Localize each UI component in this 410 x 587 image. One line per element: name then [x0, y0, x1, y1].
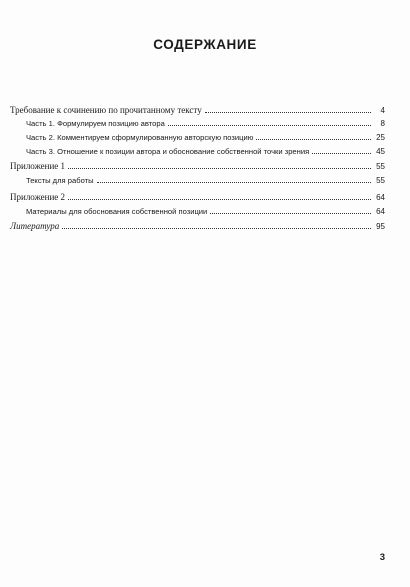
toc-entry-title: Материалы для обоснования собственной позиции [26, 207, 208, 216]
toc-entry[interactable] [26, 145, 385, 159]
toc-leader-dots [312, 153, 371, 154]
toc-entry[interactable] [10, 219, 385, 233]
toc-entry[interactable] [26, 205, 385, 219]
toc-leader-dots [62, 228, 371, 229]
page-number: 3 [379, 552, 385, 563]
toc-leader-dots [210, 213, 371, 214]
toc-entry-page: 25 [376, 133, 385, 142]
toc-leader-dots [68, 199, 371, 200]
page-title: СОДЕРЖАНИЕ [153, 37, 257, 52]
toc-entry-page: 64 [376, 193, 385, 202]
toc-entry-page: 55 [376, 162, 385, 171]
toc-leader-dots [97, 182, 371, 183]
toc-entry[interactable] [10, 159, 385, 173]
toc-entry-page: 4 [380, 106, 385, 115]
toc-entry-page: 95 [376, 222, 385, 231]
toc-entry-title: Требование к сочинению по прочитанному тексту [10, 105, 202, 115]
toc-entry-page: 8 [380, 119, 385, 128]
toc-entry[interactable] [26, 174, 385, 188]
toc-entry[interactable] [10, 190, 385, 204]
toc-entry-title: Часть 1. Формулируем позицию автора [26, 119, 165, 128]
toc-entry[interactable] [26, 117, 385, 131]
toc-entry-title: Приложение 1 [10, 161, 66, 171]
toc-entry-title: Литература [10, 221, 60, 231]
toc-entry-page: 55 [376, 176, 385, 185]
toc-entry[interactable] [26, 131, 385, 145]
toc-leader-dots [205, 112, 371, 113]
toc-leader-dots [168, 125, 371, 126]
toc-entry-page: 64 [376, 207, 385, 216]
toc-entry-title: Часть 3. Отношение к позиции автора и обоснование собственной точки зрения [26, 147, 310, 156]
toc-leader-dots [256, 139, 371, 140]
toc-entry[interactable] [10, 103, 385, 117]
toc-entry-title: Тексты для работы [26, 176, 94, 185]
toc-leader-dots [68, 168, 371, 169]
toc-entry-title: Часть 2. Комментируем сформулированную авторскую позицию [26, 133, 254, 142]
toc-entry-title: Приложение 2 [10, 192, 66, 202]
toc-entry-page: 45 [376, 147, 385, 156]
